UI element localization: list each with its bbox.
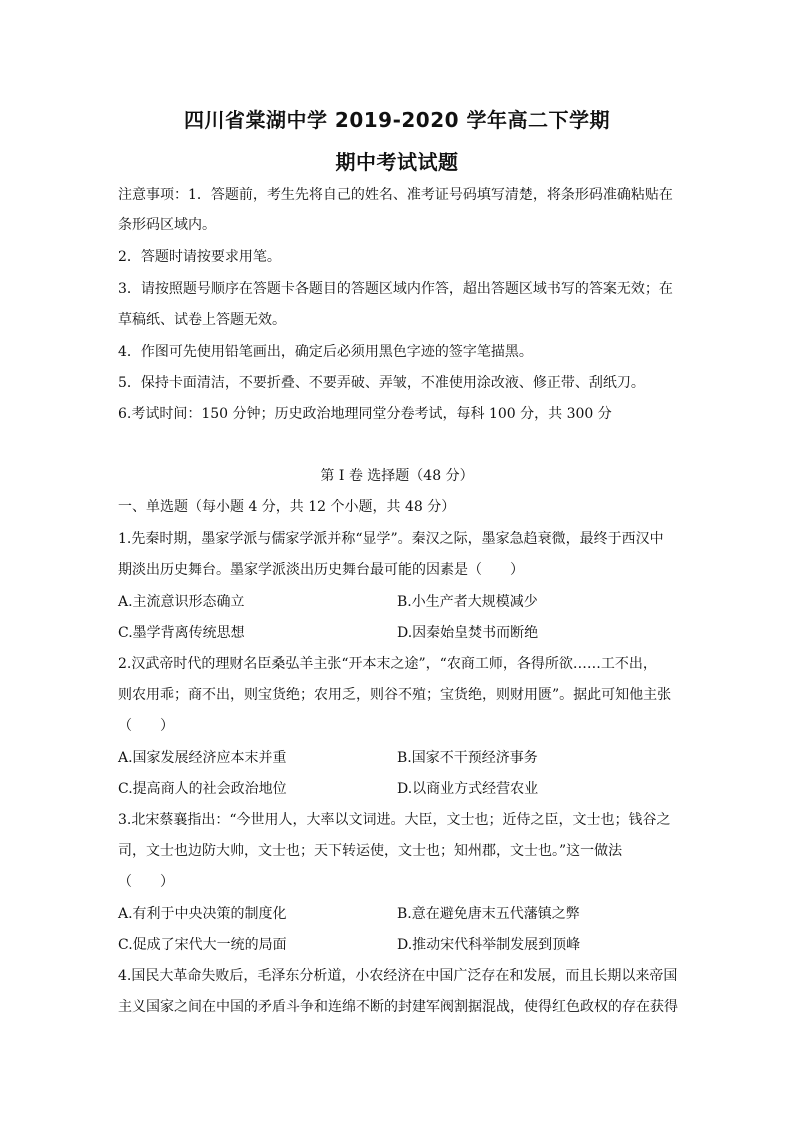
section-heading: 第 I 卷 选择题（48 分） bbox=[320, 468, 474, 484]
note-line: 2．答题时请按要求用笔。 bbox=[118, 249, 281, 265]
question-2-stem: 2.汉武帝时代的理财名臣桑弘羊主张“开本末之途”，“农商工师，各得所欲……工不出， bbox=[118, 656, 657, 672]
question-3-option-c: C.促成了宋代大一统的局面 bbox=[118, 937, 287, 953]
exam-title: 四川省棠湖中学 2019-2020 学年高二下学期 bbox=[183, 108, 611, 132]
question-3-stem: （ ） bbox=[118, 874, 174, 890]
note-line: 条形码区域内。 bbox=[118, 217, 216, 233]
question-2-stem: 则农用乖；商不出，则宝货绝；农用乏，则谷不殖；宝货绝，则财用匮”。据此可知他主张 bbox=[118, 687, 672, 703]
question-1-stem: 1.先秦时期，墨家学派与儒家学派并称“显学”。秦汉之际，墨家急趋衰微，最终于西汉中 bbox=[118, 531, 664, 547]
question-2-option-d: D.以商业方式经营农业 bbox=[397, 781, 539, 797]
question-4-stem: 主义国家之间在中国的矛盾斗争和连绵不断的封建军阀割据混战，使得红色政权的存在获得 bbox=[118, 999, 678, 1015]
question-2-option-c: C.提高商人的社会政治地位 bbox=[118, 781, 287, 797]
note-line: 3．请按照题号顺序在答题卡各题目的答题区域内作答，超出答题区域书写的答案无效；在 bbox=[118, 281, 673, 297]
note-line: 5．保持卡面清洁，不要折叠、不要弄破、弄皱，不准使用涂改液、修正带、刮纸刀。 bbox=[118, 375, 645, 391]
note-line: 注意事项：1．答题前，考生先将自己的姓名、准考证号码填写清楚，将条形码准确粘贴在 bbox=[118, 187, 673, 203]
question-3-stem: 司，文士也边防大帅，文士也；天下转运使，文士也；知州郡，文士也。”这一做法 bbox=[118, 843, 623, 859]
question-3-stem: 3.北宋蔡襄指出：“今世用人，大率以文词进。大臣，文士也；近侍之臣，文士也；钱谷之 bbox=[118, 812, 671, 828]
question-2-option-a: A.国家发展经济应本末并重 bbox=[118, 750, 287, 766]
note-line: 6.考试时间：150 分钟；历史政治地理同堂分卷考试，每科 100 分，共 300 分 bbox=[118, 406, 612, 422]
question-3-option-d: D.推动宋代科举制发展到顶峰 bbox=[397, 937, 581, 953]
question-4-stem: 4.国民大革命失败后，毛泽东分析道，小农经济在中国广泛存在和发展，而且长期以来帝国 bbox=[118, 968, 678, 984]
note-line: 4．作图可先使用铅笔画出，确定后必须用黑色字迹的签字笔描黑。 bbox=[118, 344, 533, 360]
question-1-option-b: B.小生产者大规模减少 bbox=[397, 594, 538, 610]
question-2-option-b: B.国家不干预经济事务 bbox=[397, 750, 538, 766]
question-1-option-a: A.主流意识形态确立 bbox=[118, 594, 245, 610]
section-subheading: 一、单选题（每小题 4 分，共 12 个小题，共 48 分） bbox=[118, 499, 456, 515]
note-line: 草稿纸、试卷上答题无效。 bbox=[118, 312, 286, 328]
question-1-stem: 期淡出历史舞台。墨家学派淡出历史舞台最可能的因素是（ ） bbox=[118, 562, 524, 578]
question-1-option-d: D.因秦始皇焚书而断绝 bbox=[397, 625, 539, 641]
question-3-option-a: A.有利于中央决策的制度化 bbox=[118, 906, 287, 922]
question-2-stem: （ ） bbox=[118, 718, 174, 734]
question-3-option-b: B.意在避免唐末五代藩镇之弊 bbox=[397, 906, 580, 922]
exam-subtitle: 期中考试试题 bbox=[335, 150, 459, 174]
question-1-option-c: C.墨学背离传统思想 bbox=[118, 625, 245, 641]
